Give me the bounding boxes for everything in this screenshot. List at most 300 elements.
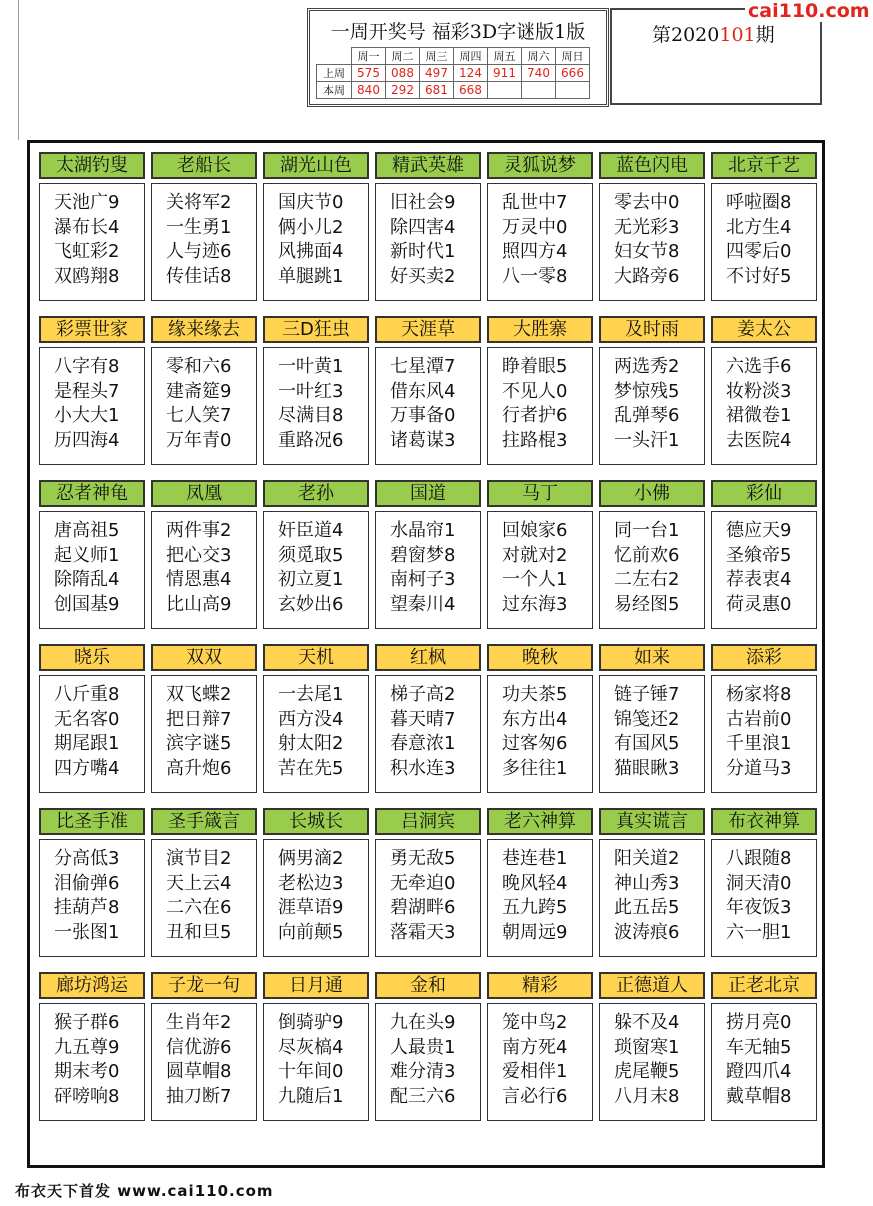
riddle-card: [711, 972, 817, 1121]
riddle-line: 躲不及4: [614, 1012, 680, 1033]
riddle-line: 苦在先5: [278, 757, 344, 779]
draw-number: [488, 82, 522, 99]
riddle-line: 拄路棍3: [502, 429, 568, 451]
riddle-line: 新时代1: [390, 241, 456, 262]
this-week-row: [317, 82, 590, 99]
card-title: 金和: [375, 972, 481, 999]
card-title: 缘来缘去: [151, 316, 257, 343]
riddle-line: 九随后1: [278, 1085, 344, 1107]
riddle-card: [487, 972, 593, 1121]
riddle-line: 戴草帽8: [726, 1085, 792, 1107]
riddle-card: [487, 808, 593, 957]
riddle-line: 唐高祖5: [54, 520, 120, 541]
card-body: [151, 511, 257, 629]
riddle-line: 创国基9: [54, 593, 120, 615]
draw-number: [556, 82, 590, 99]
card-title: 彩票世家: [39, 316, 145, 343]
riddle-line: 碧湖畔6: [390, 897, 456, 918]
card-body: [375, 675, 481, 793]
riddle-card: [151, 808, 257, 957]
riddle-line: 国庆节0: [278, 192, 344, 213]
riddle-card: [599, 808, 705, 957]
card-title: 湖光山色: [263, 152, 369, 179]
riddle-line: 万灵中0: [502, 216, 568, 238]
draw-number: 840: [352, 82, 386, 99]
riddle-card: [263, 316, 369, 465]
card-body: [263, 839, 369, 957]
riddle-line: 俩男滴2: [278, 848, 344, 869]
card-title: 忍者神龟: [39, 480, 145, 507]
riddle-line: 瀑布长4: [54, 216, 120, 238]
card-title: 日月通: [263, 972, 369, 999]
riddle-line: 圣飨帝5: [726, 544, 792, 566]
card-body: [599, 183, 705, 301]
card-body: [487, 839, 593, 957]
card-body: [711, 347, 817, 465]
card-title: 双双: [151, 644, 257, 671]
riddle-line: 历四海4: [54, 429, 120, 451]
riddle-line: 是程头7: [54, 380, 120, 402]
riddle-card: [487, 316, 593, 465]
riddle-line: 九在头9: [390, 1012, 456, 1033]
day-header: 周一: [352, 48, 386, 65]
riddle-line: 四零后0: [726, 241, 792, 262]
card-body: [599, 675, 705, 793]
riddle-line: 万事备0: [390, 405, 456, 426]
riddle-line: 两选秀2: [614, 356, 680, 377]
riddle-line: 乱弹琴6: [614, 405, 680, 426]
riddle-line: 诸葛谋3: [390, 429, 456, 451]
riddle-line: 一叶红3: [278, 380, 344, 402]
riddle-line: 老松边3: [278, 872, 344, 894]
card-body: [711, 675, 817, 793]
issue-panel: [610, 8, 822, 105]
riddle-line: 古岩前0: [726, 708, 792, 730]
riddle-line: 乱世中7: [502, 192, 568, 213]
riddle-line: 尽灰槁4: [278, 1036, 344, 1058]
riddle-card: [599, 972, 705, 1121]
card-title: 老孙: [263, 480, 369, 507]
card-title: 正德道人: [599, 972, 705, 999]
riddle-line: 比山高9: [166, 593, 232, 615]
draw-number: 666: [556, 65, 590, 82]
card-title: 长城长: [263, 808, 369, 835]
riddle-line: 暮天晴7: [390, 708, 456, 730]
riddle-line: 六选手6: [726, 356, 792, 377]
card-title: 布衣神算: [711, 808, 817, 835]
card-body: [151, 839, 257, 957]
card-body: [375, 347, 481, 465]
riddle-line: 旧社会9: [390, 192, 456, 213]
riddle-line: 十年间0: [278, 1061, 344, 1082]
day-header: 周日: [556, 48, 590, 65]
card-title: 天机: [263, 644, 369, 671]
riddle-line: 一头汗1: [614, 429, 680, 451]
riddle-line: 好买卖2: [390, 265, 456, 287]
riddle-card: [39, 316, 145, 465]
card-body: [39, 183, 145, 301]
riddle-line: 波涛痕6: [614, 921, 680, 943]
riddle-line: 万年青0: [166, 429, 232, 451]
riddle-card: [375, 808, 481, 957]
card-body: [487, 511, 593, 629]
riddle-card: [375, 316, 481, 465]
issue-number-value: 101: [719, 24, 756, 46]
riddle-line: 望秦川4: [390, 593, 456, 615]
riddle-card: [711, 480, 817, 629]
riddle-card: [263, 972, 369, 1121]
riddle-card: [487, 644, 593, 793]
riddle-line: 二左右2: [614, 569, 680, 590]
riddle-line: 六一胆1: [726, 921, 792, 943]
riddle-line: 七星潭7: [390, 356, 456, 377]
riddle-line: 初立夏1: [278, 569, 344, 590]
riddle-card: [375, 152, 481, 301]
riddle-line: 对就对2: [502, 544, 568, 566]
card-body: [711, 1003, 817, 1121]
riddle-card: [151, 480, 257, 629]
card-body: [487, 183, 593, 301]
riddle-line: 尽满目8: [278, 405, 344, 426]
riddle-line: 演节目2: [166, 848, 232, 869]
riddle-line: 呼啦圈8: [726, 192, 792, 213]
riddle-line: 无名客0: [54, 708, 120, 730]
riddle-line: 一张图1: [54, 921, 120, 943]
card-title: 添彩: [711, 644, 817, 671]
draw-number: 124: [454, 65, 488, 82]
riddle-line: 碧窗梦8: [390, 544, 456, 566]
card-body: [263, 347, 369, 465]
card-body: [375, 183, 481, 301]
riddle-line: 落霜天3: [390, 921, 456, 943]
riddle-card: [39, 480, 145, 629]
riddle-line: 西方没4: [278, 708, 344, 730]
riddle-card: [487, 480, 593, 629]
card-body: [375, 511, 481, 629]
card-title: 小佛: [599, 480, 705, 507]
riddle-line: 四方嘴4: [54, 757, 120, 779]
riddle-card: [39, 644, 145, 793]
riddle-line: 八跟随8: [726, 848, 792, 869]
riddle-line: 忆前欢6: [614, 544, 680, 566]
riddle-card: [375, 644, 481, 793]
riddle-line: 南柯子3: [390, 569, 456, 590]
riddle-line: 猴子群6: [54, 1012, 120, 1033]
draw-number: 497: [420, 65, 454, 82]
riddle-line: 德应天9: [726, 520, 792, 541]
day-header: 周五: [488, 48, 522, 65]
riddle-line: 把心交3: [166, 544, 232, 566]
riddle-card: [599, 316, 705, 465]
draw-number: 681: [420, 82, 454, 99]
riddle-line: 照四方4: [502, 241, 568, 262]
riddle-line: 回娘家6: [502, 520, 568, 541]
riddle-line: 神山秀3: [614, 872, 680, 894]
draw-number: 668: [454, 82, 488, 99]
card-title: 晓乐: [39, 644, 145, 671]
card-title: 老船长: [151, 152, 257, 179]
riddle-line: 东方出4: [502, 708, 568, 730]
card-body: [487, 675, 593, 793]
card-body: [599, 347, 705, 465]
card-title: 圣手箴言: [151, 808, 257, 835]
riddle-line: 滨字谜5: [166, 733, 232, 754]
riddle-line: 九五尊9: [54, 1036, 120, 1058]
riddle-line: 关将军2: [166, 192, 232, 213]
issue-prefix: 第2020: [652, 24, 720, 46]
card-title: 晚秋: [487, 644, 593, 671]
riddle-line: 高升炮6: [166, 757, 232, 779]
riddle-line: 年夜饭3: [726, 897, 792, 918]
riddle-line: 大路旁6: [614, 265, 680, 287]
day-header: 周三: [420, 48, 454, 65]
riddle-line: 期末考0: [54, 1061, 120, 1082]
riddle-line: 言必行6: [502, 1085, 568, 1107]
riddle-card: [487, 152, 593, 301]
riddle-card: [39, 972, 145, 1121]
riddle-card: [151, 152, 257, 301]
draw-number: [522, 82, 556, 99]
issue-number: [652, 20, 775, 47]
card-title: 正老北京: [711, 972, 817, 999]
card-title: 比圣手准: [39, 808, 145, 835]
draw-number: 911: [488, 65, 522, 82]
riddle-line: 同一台1: [614, 520, 680, 541]
riddle-line: 除四害4: [390, 216, 456, 238]
riddle-card: [711, 316, 817, 465]
riddle-line: 涯草语9: [278, 897, 344, 918]
riddle-line: 丑和旦5: [166, 921, 232, 943]
corner-cell: [317, 48, 352, 65]
riddle-line: 功夫茶5: [502, 684, 568, 705]
card-body: [151, 675, 257, 793]
riddle-line: 洞天清0: [726, 872, 792, 894]
riddle-line: 一叶黄1: [278, 356, 344, 377]
riddle-line: 北方生4: [726, 216, 792, 238]
riddle-line: 无牵迫0: [390, 872, 456, 894]
riddle-card: [599, 152, 705, 301]
draw-number: 292: [386, 82, 420, 99]
riddle-line: 裙微卷1: [726, 405, 792, 426]
corner-line: [0, 0, 19, 140]
last-week-row: [317, 65, 590, 82]
riddle-card: [151, 316, 257, 465]
riddle-line: 把日辩7: [166, 708, 232, 730]
riddle-card: [39, 152, 145, 301]
day-header: 周四: [454, 48, 488, 65]
card-title: 马丁: [487, 480, 593, 507]
card-title: 北京千艺: [711, 152, 817, 179]
draw-table: [316, 47, 590, 99]
riddle-line: 分道马3: [726, 757, 792, 779]
riddle-line: 飞虹彩2: [54, 241, 120, 262]
riddle-line: 玄妙出6: [278, 593, 344, 615]
riddle-line: 风拂面4: [278, 241, 344, 262]
riddle-line: 妆粉淡3: [726, 380, 792, 402]
riddle-line: 奸臣道4: [278, 520, 344, 541]
riddle-line: 除隋乱4: [54, 569, 120, 590]
card-body: [39, 511, 145, 629]
riddle-line: 零和六6: [166, 356, 232, 377]
card-body: [39, 1003, 145, 1121]
riddle-line: 笼中鸟2: [502, 1012, 568, 1033]
riddle-line: 砰嗙响8: [54, 1085, 120, 1107]
riddle-card: [263, 644, 369, 793]
riddle-card: [151, 644, 257, 793]
riddle-line: 一个人1: [502, 569, 568, 590]
card-body: [375, 839, 481, 957]
riddle-line: 八一零8: [502, 265, 568, 287]
riddle-line: 八斤重8: [54, 684, 120, 705]
riddle-line: 蹬四爪4: [726, 1061, 792, 1082]
riddle-card: [711, 152, 817, 301]
riddle-line: 小大大1: [54, 405, 120, 426]
riddle-line: 晚风轻4: [502, 872, 568, 894]
riddle-line: 配三六6: [390, 1085, 456, 1107]
card-body: [39, 347, 145, 465]
riddle-line: 圆草帽8: [166, 1061, 232, 1082]
riddle-line: 挂葫芦8: [54, 897, 120, 918]
riddle-line: 千里浪1: [726, 733, 792, 754]
riddle-line: 双鸥翔8: [54, 265, 120, 287]
riddle-line: 杨家将8: [726, 684, 792, 705]
card-body: [599, 511, 705, 629]
riddle-card: [711, 808, 817, 957]
card-title: 蓝色闪电: [599, 152, 705, 179]
riddle-card: [39, 808, 145, 957]
card-title: 廊坊鸿运: [39, 972, 145, 999]
riddle-line: 多往往1: [502, 757, 568, 779]
card-body: [599, 839, 705, 957]
card-title: 精武英雄: [375, 152, 481, 179]
card-body: [599, 1003, 705, 1121]
riddle-line: 睁着眼5: [502, 356, 568, 377]
riddle-card: [263, 808, 369, 957]
riddle-line: 射太阳2: [278, 733, 344, 754]
riddle-line: 捞月亮0: [726, 1012, 792, 1033]
card-title: 灵狐说梦: [487, 152, 593, 179]
card-body: [487, 1003, 593, 1121]
riddle-line: 爱相伴1: [502, 1061, 568, 1082]
riddle-card: [151, 972, 257, 1121]
card-body: [39, 675, 145, 793]
card-title: 凤凰: [151, 480, 257, 507]
riddle-line: 重路况6: [278, 429, 344, 451]
riddle-line: 八字有8: [54, 356, 120, 377]
riddle-line: 巷连巷1: [502, 848, 568, 869]
riddle-line: 两件事2: [166, 520, 232, 541]
riddle-card: [263, 480, 369, 629]
footer-text: 布衣天下首发 www.cai110.com: [15, 1182, 274, 1200]
riddle-grid: [27, 140, 825, 1168]
riddle-line: 起义师1: [54, 544, 120, 566]
riddle-line: 难分清3: [390, 1061, 456, 1082]
riddle-card: [599, 644, 705, 793]
riddle-line: 南方死4: [502, 1036, 568, 1058]
draw-number: 575: [352, 65, 386, 82]
card-title: 国道: [375, 480, 481, 507]
card-body: [263, 1003, 369, 1121]
card-title: 彩仙: [711, 480, 817, 507]
riddle-line: 行者护6: [502, 405, 568, 426]
riddle-line: 勇无敌5: [390, 848, 456, 869]
day-header: 周六: [522, 48, 556, 65]
card-body: [39, 839, 145, 957]
card-title: 吕洞宾: [375, 808, 481, 835]
riddle-line: 不见人0: [502, 380, 568, 402]
riddle-line: 梦惊残5: [614, 380, 680, 402]
riddle-line: 一生勇1: [166, 216, 232, 238]
card-title: 太湖钓叟: [39, 152, 145, 179]
riddle-line: 分高低3: [54, 848, 120, 869]
riddle-line: 荷灵惠0: [726, 593, 792, 615]
riddle-card: [375, 480, 481, 629]
card-title: 天涯草: [375, 316, 481, 343]
card-body: [711, 511, 817, 629]
riddle-line: 传佳话8: [166, 265, 232, 287]
riddle-line: 车无轴5: [726, 1036, 792, 1058]
riddle-line: 积水连3: [390, 757, 456, 779]
riddle-line: 朝周远9: [502, 921, 568, 943]
riddle-line: 向前颠5: [278, 921, 344, 943]
card-body: [263, 675, 369, 793]
riddle-line: 不讨好5: [726, 265, 792, 287]
riddle-card: [599, 480, 705, 629]
riddle-line: 一去尾1: [278, 684, 344, 705]
riddle-line: 梯子高2: [390, 684, 456, 705]
card-body: [151, 1003, 257, 1121]
riddle-line: 俩小儿2: [278, 216, 344, 238]
riddle-line: 八月末8: [614, 1085, 680, 1107]
riddle-card: [711, 644, 817, 793]
riddle-line: 双飞蝶2: [166, 684, 232, 705]
card-title: 子龙一句: [151, 972, 257, 999]
riddle-line: 二六在6: [166, 897, 232, 918]
riddle-line: 零去中0: [614, 192, 680, 213]
riddle-line: 人最贵1: [390, 1036, 456, 1058]
card-title: 老六神算: [487, 808, 593, 835]
riddle-line: 人与迹6: [166, 241, 232, 262]
riddle-line: 锦笺还2: [614, 708, 680, 730]
riddle-line: 猫眼瞅3: [614, 757, 680, 779]
riddle-line: 过客匆6: [502, 733, 568, 754]
card-body: [263, 183, 369, 301]
riddle-line: 天上云4: [166, 872, 232, 894]
riddle-line: 抽刀断7: [166, 1085, 232, 1107]
riddle-line: 建斋筵9: [166, 380, 232, 402]
card-title: 如来: [599, 644, 705, 671]
last-week-label: 上周: [317, 65, 352, 82]
riddle-line: 有国风5: [614, 733, 680, 754]
site-logo: cai110.com: [745, 0, 873, 22]
card-body: [263, 511, 369, 629]
riddle-line: 荐表衷4: [726, 569, 792, 590]
day-header: 周二: [386, 48, 420, 65]
card-title: 及时雨: [599, 316, 705, 343]
riddle-line: 阳关道2: [614, 848, 680, 869]
riddle-line: 单腿跳1: [278, 265, 344, 287]
riddle-line: 泪偷弹6: [54, 872, 120, 894]
riddle-line: 借东风4: [390, 380, 456, 402]
riddle-line: 去医院4: [726, 429, 792, 451]
riddle-line: 链子锤7: [614, 684, 680, 705]
card-body: [711, 183, 817, 301]
riddle-line: 琐窗寒1: [614, 1036, 680, 1058]
riddle-line: 无光彩3: [614, 216, 680, 238]
card-body: [151, 347, 257, 465]
card-title: 大胜寨: [487, 316, 593, 343]
riddle-line: 倒骑驴9: [278, 1012, 344, 1033]
